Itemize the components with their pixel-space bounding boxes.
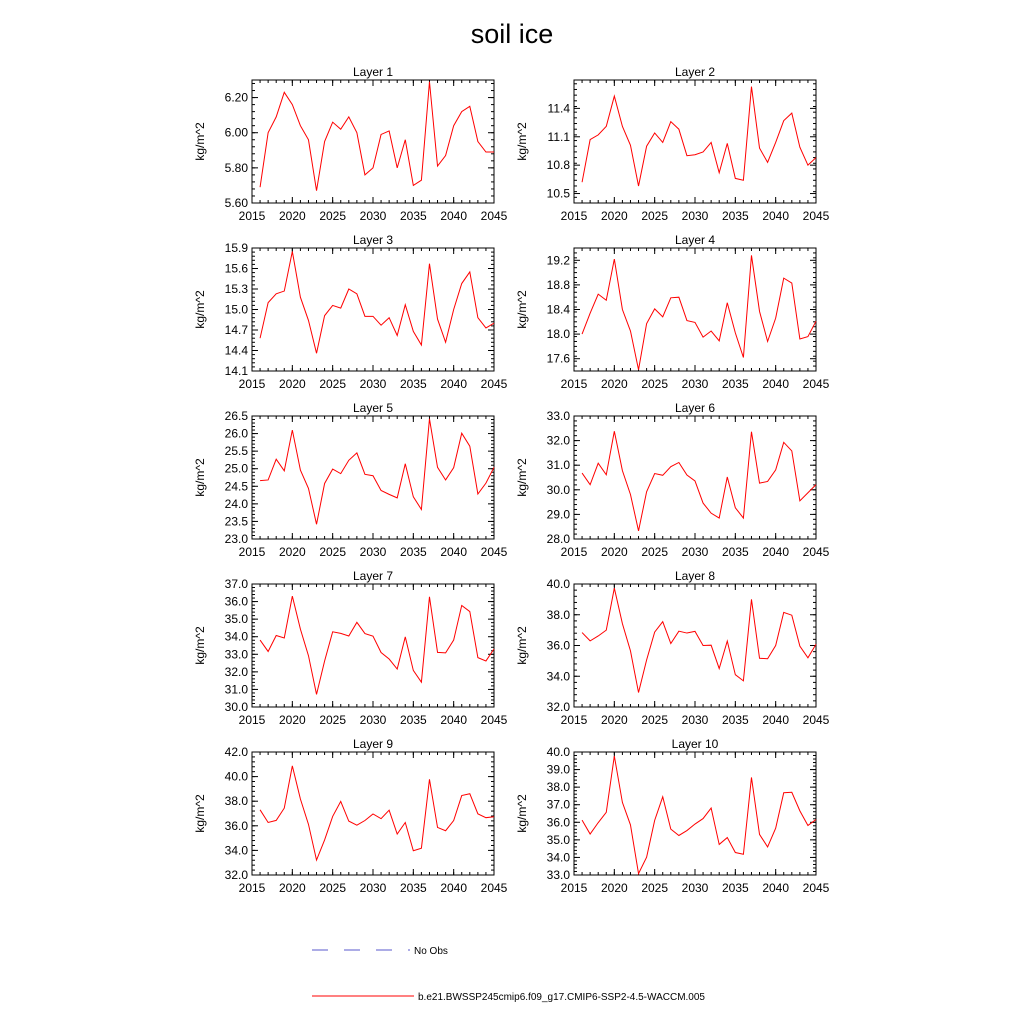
y-tick-label: 40.0 bbox=[546, 577, 570, 591]
x-tick-label: 2035 bbox=[399, 377, 427, 391]
y-axis-label: kg/m^2 bbox=[193, 122, 207, 161]
panel-layer-2 bbox=[515, 65, 830, 223]
legend-item bbox=[312, 946, 448, 957]
panel-layer-5 bbox=[193, 401, 508, 559]
y-tick-label: 24.5 bbox=[224, 479, 248, 494]
y-tick-label: 36.0 bbox=[546, 815, 570, 830]
x-tick-label: 2040 bbox=[440, 377, 468, 391]
y-tick-label: 25.0 bbox=[224, 461, 248, 476]
y-tick-label: 24.0 bbox=[224, 496, 248, 511]
figure-title: soil ice bbox=[470, 19, 554, 49]
series-line bbox=[582, 588, 816, 692]
x-tick-label: 2025 bbox=[641, 713, 669, 727]
y-tick-label: 39.0 bbox=[546, 762, 570, 777]
panel-title: Layer 9 bbox=[352, 737, 394, 751]
legend-label: No Obs bbox=[414, 946, 448, 957]
x-tick-label: 2035 bbox=[399, 545, 427, 559]
series-line bbox=[582, 756, 816, 874]
y-tick-label: 28.0 bbox=[546, 532, 570, 546]
y-tick-label: 25.5 bbox=[224, 444, 248, 459]
x-tick-label: 2030 bbox=[359, 209, 387, 223]
x-tick-label: 2045 bbox=[480, 881, 508, 895]
x-tick-label: 2025 bbox=[641, 209, 669, 223]
x-tick-label: 2015 bbox=[238, 713, 266, 727]
x-tick-label: 2030 bbox=[359, 545, 387, 559]
x-tick-label: 2030 bbox=[681, 545, 709, 559]
y-tick-label: 36.0 bbox=[546, 638, 570, 653]
x-tick-label: 2020 bbox=[600, 545, 628, 559]
x-tick-label: 2040 bbox=[440, 545, 468, 559]
y-tick-label: 6.00 bbox=[224, 125, 248, 140]
x-tick-label: 2045 bbox=[802, 713, 830, 727]
series-line bbox=[260, 419, 494, 524]
y-tick-label: 38.0 bbox=[224, 794, 248, 809]
panel-layer-1 bbox=[193, 65, 508, 223]
x-tick-label: 2025 bbox=[319, 881, 347, 895]
y-tick-label: 32.0 bbox=[546, 700, 570, 714]
plot-frame bbox=[252, 416, 494, 539]
y-tick-label: 38.0 bbox=[546, 780, 570, 795]
x-tick-label: 2025 bbox=[641, 881, 669, 895]
y-tick-label: 29.0 bbox=[546, 507, 570, 522]
x-tick-label: 2015 bbox=[560, 881, 588, 895]
y-tick-label: 18.4 bbox=[546, 302, 570, 317]
y-tick-label: 38.0 bbox=[546, 607, 570, 622]
y-tick-label: 18.8 bbox=[546, 277, 570, 292]
series-line bbox=[582, 255, 816, 369]
x-tick-label: 2045 bbox=[480, 209, 508, 223]
y-tick-label: 40.0 bbox=[224, 769, 248, 784]
x-tick-label: 2020 bbox=[600, 881, 628, 895]
x-tick-label: 2020 bbox=[278, 713, 306, 727]
y-tick-label: 15.6 bbox=[224, 261, 248, 276]
x-tick-label: 2035 bbox=[721, 545, 749, 559]
x-tick-label: 2035 bbox=[721, 713, 749, 727]
panel-title: Layer 4 bbox=[674, 233, 716, 247]
x-tick-label: 2020 bbox=[278, 545, 306, 559]
panel-layer-9 bbox=[193, 737, 508, 895]
panels-group bbox=[193, 65, 830, 895]
x-tick-label: 2040 bbox=[440, 881, 468, 895]
x-tick-label: 2045 bbox=[802, 881, 830, 895]
x-tick-label: 2020 bbox=[278, 377, 306, 391]
x-tick-label: 2035 bbox=[399, 209, 427, 223]
x-tick-label: 2040 bbox=[440, 209, 468, 223]
x-tick-label: 2015 bbox=[560, 545, 588, 559]
y-tick-label: 15.3 bbox=[224, 282, 248, 296]
panel-layer-10 bbox=[515, 737, 830, 895]
y-axis-label: kg/m^2 bbox=[515, 122, 529, 161]
x-tick-label: 2040 bbox=[762, 545, 790, 559]
plot-frame bbox=[574, 248, 816, 371]
x-tick-label: 2045 bbox=[480, 545, 508, 559]
plot-frame bbox=[574, 416, 816, 539]
y-tick-label: 33.0 bbox=[546, 409, 570, 423]
x-tick-label: 2030 bbox=[359, 377, 387, 391]
x-tick-label: 2040 bbox=[762, 713, 790, 727]
panel-layer-8 bbox=[515, 569, 830, 727]
y-tick-label: 32.0 bbox=[546, 433, 570, 448]
y-tick-label: 34.0 bbox=[546, 850, 570, 865]
x-tick-label: 2040 bbox=[762, 377, 790, 391]
plot-frame bbox=[252, 584, 494, 707]
series-line bbox=[582, 431, 816, 531]
y-tick-label: 35.0 bbox=[224, 612, 248, 627]
panel-title: Layer 8 bbox=[674, 569, 716, 583]
x-tick-label: 2025 bbox=[319, 209, 347, 223]
x-tick-label: 2025 bbox=[319, 545, 347, 559]
x-tick-label: 2030 bbox=[359, 713, 387, 727]
y-axis-label: kg/m^2 bbox=[193, 290, 207, 329]
y-tick-label: 30.0 bbox=[224, 700, 248, 714]
y-tick-label: 32.0 bbox=[224, 868, 248, 882]
panel-layer-6 bbox=[515, 401, 830, 559]
x-tick-label: 2040 bbox=[762, 209, 790, 223]
y-tick-label: 15.0 bbox=[224, 302, 248, 317]
y-tick-label: 23.0 bbox=[224, 532, 248, 546]
plot-frame bbox=[574, 584, 816, 707]
y-tick-label: 5.60 bbox=[224, 196, 248, 210]
panel-title: Layer 3 bbox=[352, 233, 394, 247]
y-tick-label: 37.0 bbox=[224, 577, 248, 591]
y-tick-label: 15.9 bbox=[224, 241, 248, 255]
y-tick-label: 31.0 bbox=[546, 458, 570, 473]
y-tick-label: 19.2 bbox=[546, 253, 570, 268]
x-tick-label: 2030 bbox=[681, 881, 709, 895]
x-tick-label: 2035 bbox=[399, 713, 427, 727]
series-line bbox=[260, 596, 494, 694]
x-tick-label: 2020 bbox=[278, 881, 306, 895]
plot-frame bbox=[574, 80, 816, 203]
plot-frame bbox=[574, 752, 816, 875]
x-tick-label: 2035 bbox=[721, 209, 749, 223]
x-tick-label: 2035 bbox=[399, 881, 427, 895]
x-tick-label: 2015 bbox=[238, 377, 266, 391]
y-tick-label: 34.0 bbox=[224, 843, 248, 858]
legend-item bbox=[312, 992, 705, 1003]
panel-title: Layer 2 bbox=[674, 65, 716, 79]
y-tick-label: 14.7 bbox=[224, 323, 248, 337]
y-tick-label: 11.1 bbox=[547, 129, 570, 144]
legend bbox=[312, 946, 705, 1003]
y-tick-label: 33.0 bbox=[546, 868, 570, 882]
x-tick-label: 2020 bbox=[600, 209, 628, 223]
y-tick-label: 5.80 bbox=[224, 160, 248, 175]
x-tick-label: 2025 bbox=[319, 713, 347, 727]
y-axis-label: kg/m^2 bbox=[193, 626, 207, 665]
y-tick-label: 26.5 bbox=[224, 409, 248, 423]
x-tick-label: 2030 bbox=[681, 713, 709, 727]
x-tick-label: 2045 bbox=[480, 377, 508, 391]
x-tick-label: 2015 bbox=[238, 881, 266, 895]
y-axis-label: kg/m^2 bbox=[515, 458, 529, 497]
x-tick-label: 2020 bbox=[600, 377, 628, 391]
panel-title: Layer 6 bbox=[674, 401, 716, 415]
x-tick-label: 2045 bbox=[802, 209, 830, 223]
y-tick-label: 18.0 bbox=[546, 327, 570, 342]
x-tick-label: 2025 bbox=[641, 377, 669, 391]
y-tick-label: 10.5 bbox=[546, 186, 570, 201]
y-tick-label: 6.20 bbox=[224, 90, 248, 105]
x-tick-label: 2020 bbox=[600, 713, 628, 727]
y-tick-label: 26.0 bbox=[224, 426, 248, 441]
panel-title: Layer 10 bbox=[671, 737, 719, 751]
x-tick-label: 2035 bbox=[721, 881, 749, 895]
x-tick-label: 2015 bbox=[238, 209, 266, 223]
y-tick-label: 31.0 bbox=[224, 682, 248, 697]
y-tick-label: 30.0 bbox=[546, 482, 570, 497]
x-tick-label: 2025 bbox=[641, 545, 669, 559]
x-tick-label: 2015 bbox=[560, 377, 588, 391]
x-tick-label: 2045 bbox=[802, 377, 830, 391]
x-tick-label: 2035 bbox=[721, 377, 749, 391]
y-tick-label: 40.0 bbox=[546, 745, 570, 759]
panel-layer-4 bbox=[515, 233, 830, 391]
y-tick-label: 32.0 bbox=[224, 664, 248, 679]
x-tick-label: 2015 bbox=[238, 545, 266, 559]
x-tick-label: 2040 bbox=[762, 881, 790, 895]
y-axis-label: kg/m^2 bbox=[193, 458, 207, 497]
x-tick-label: 2020 bbox=[278, 209, 306, 223]
y-axis-label: kg/m^2 bbox=[193, 794, 207, 833]
x-tick-label: 2030 bbox=[359, 881, 387, 895]
y-tick-label: 36.0 bbox=[224, 594, 248, 609]
series-line bbox=[260, 766, 494, 860]
y-axis-label: kg/m^2 bbox=[515, 794, 529, 833]
x-tick-label: 2030 bbox=[681, 209, 709, 223]
panel-title: Layer 5 bbox=[352, 401, 394, 415]
y-tick-label: 14.1 bbox=[224, 364, 248, 378]
x-tick-label: 2025 bbox=[319, 377, 347, 391]
y-tick-label: 37.0 bbox=[546, 797, 570, 812]
panel-layer-7 bbox=[193, 569, 508, 727]
y-axis-label: kg/m^2 bbox=[515, 626, 529, 665]
series-line bbox=[260, 251, 494, 353]
x-tick-label: 2030 bbox=[681, 377, 709, 391]
x-tick-label: 2045 bbox=[480, 713, 508, 727]
y-tick-label: 10.8 bbox=[546, 158, 570, 173]
series-line bbox=[582, 87, 816, 186]
y-tick-label: 34.0 bbox=[224, 629, 248, 644]
y-axis-label: kg/m^2 bbox=[515, 290, 529, 329]
x-tick-label: 2015 bbox=[560, 713, 588, 727]
y-tick-label: 11.4 bbox=[547, 101, 570, 116]
x-tick-label: 2015 bbox=[560, 209, 588, 223]
y-tick-label: 33.0 bbox=[224, 647, 248, 662]
panel-title: Layer 1 bbox=[352, 65, 394, 79]
plot-frame bbox=[252, 248, 494, 371]
y-tick-label: 34.0 bbox=[546, 669, 570, 684]
panel-layer-3 bbox=[193, 233, 508, 391]
y-tick-label: 17.6 bbox=[546, 351, 570, 366]
legend-label: b.e21.BWSSP245cmip6.f09_g17.CMIP6-SSP2-4.5-WACCM.005 bbox=[418, 992, 705, 1003]
x-tick-label: 2045 bbox=[802, 545, 830, 559]
panel-title: Layer 7 bbox=[352, 569, 394, 583]
x-tick-label: 2040 bbox=[440, 713, 468, 727]
y-tick-label: 42.0 bbox=[224, 745, 248, 759]
y-tick-label: 36.0 bbox=[224, 818, 248, 833]
y-tick-label: 23.5 bbox=[224, 514, 248, 529]
series-line bbox=[260, 82, 494, 191]
y-tick-label: 35.0 bbox=[546, 832, 570, 847]
y-tick-label: 14.4 bbox=[224, 343, 248, 358]
